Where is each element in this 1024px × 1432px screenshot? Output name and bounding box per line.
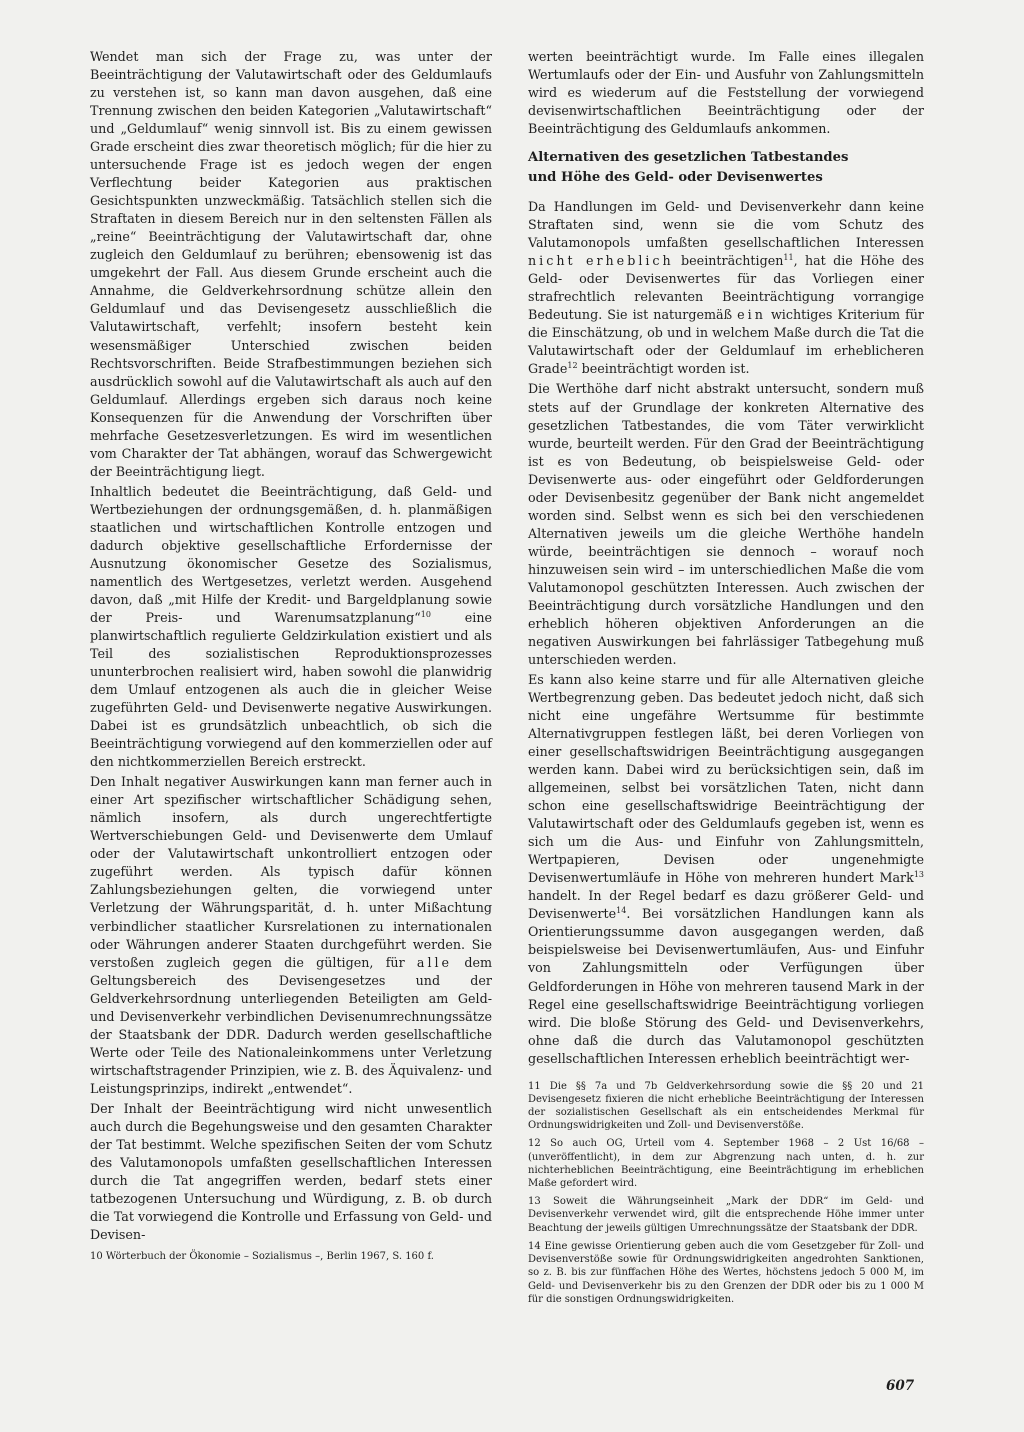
paragraph-text: beeinträchtigt worden ist. (577, 361, 750, 377)
spaced-emphasis: nicht erheblich (528, 253, 674, 269)
footnote-10: 10 Wörterbuch der Ökonomie – Sozialismus –, Berlin 1967, S. 160 f. (90, 1251, 434, 1262)
spaced-emphasis: ein (737, 307, 766, 323)
footnote-ref-13: 13 (913, 870, 924, 880)
footnote-13: 13 Soweit die Währungseinheit „Mark der DDR“ im Geld- und Devisenverkehr verwendet wird, gilt die entsprechende Höhe immer unter Beachtung der jeweils gültigen Umrechnungssätze der Staatsbank der DDR. (528, 1196, 924, 1234)
footnote-ref-12: 12 (567, 361, 578, 371)
paragraph (90, 773, 492, 1098)
paragraph: Wendet man sich der Frage zu, was unter der Beeinträchtigung der Valutawirtschaft oder des Geldumlaufs zu verstehen ist, so kann man davon ausgehen, daß eine Trennung zwischen den beiden Kategorien „Valutawirtschaft“ und „Geldumlauf“ wenig sinnvoll ist. Bis zu einem gewissen Grade erscheint dies zwar theoretisch möglich; für die hier zu untersuchende Frage ist es jedoch wegen der engen Verflechtung beider Kategorien aus praktischen Gesichtspunkten unzweckmäßig. Tatsächlich stellen sich die Straftaten in diesem Bereich nur in den seltensten Fällen als „reine“ Beeinträchtigung der Valutawirtschaft dar, ohne zugleich den Geldumlauf zu berühren; ebensowenig ist das umgekehrt der Fall. Aus diesem Grunde erscheint auch die Annahme, die Geldverkehrsordnung schütze allein den Geldumlauf und das Devisengesetz ausschließlich die Valutawirtschaft, verfehlt; insofern besteht kein wesensmäßiger Unterschied zwischen beiden Rechtsvorschriften. Beide Strafbestimmungen beziehen sich ausdrücklich sowohl auf die Valutawirtschaft als auch auf den Geldumlauf. Allerdings ergeben sich daraus noch keine Konsequenzen für die Anwendung der Vorschriften über mehrfache Gesetzesverletzungen. Es wird im wesentlichen vom Charakter der Tat abhängen, worauf das Schwergewicht der Beeinträchtigung liegt. (90, 49, 492, 479)
footnote-11: 11 Die §§ 7a und 7b Geldverkehrsordung sowie die §§ 20 und 21 Devisengesetz fixieren die nicht erhebliche Beeinträchtigung der Interessen der sozialistischen Gesellschaft als ein entscheidendes Merkmal für Ordnungswidrigkeiten und Zoll- und Devisenverstöße. (528, 1080, 924, 1132)
paragraph-text: . Bei vorsätzlichen Handlungen kann als Orientierungssumme davon ausgegangen werden, daß beispielsweise bei Devisenwertumläufen, Aus- und Einfuhr von Zahlungsmitteln oder Verfügungen über Geldforderungen in Höhe von mehreren tausend Mark in der Regel eine gesellschaftswidrige Beeinträchtigung vorliegen wird. Die bloße Störung des Geld- und Devisenverkehrs, ohne daß die durch das Valutamonopol geschützten gesellschaftlichen Interessen erheblich beeinträchtigt wer- (528, 906, 924, 1066)
footnote-ref-10: 10 (420, 609, 431, 619)
paragraph: Der Inhalt der Beeinträchtigung wird nicht unwesentlich auch durch die Begehungsweise und den gesamten Charakter der Tat bestimmt. Welche spezifischen Seiten der vom Schutz des Valutamonopols umfaßten gesellschaftlichen Interessen durch die Tat angegriffen werden, bedarf stets einer tatbezogenen Untersuchung und Würdigung, z. B. ob durch die Tat vorwiegend die Kontrolle und Erfassung von Geld- und Devisen- (90, 1100, 492, 1243)
paragraph-text: beeinträchtigen (673, 253, 784, 269)
spaced-emphasis: alle (416, 954, 453, 970)
paragraph: werten beeinträchtigt wurde. Im Falle eines illegalen Wertumlaufs oder der Ein- und Ausfuhr von Zahlungsmitteln wird es wiederum auf die Feststellung der vorwiegend devisenwirtschaftlichen Beeinträchtigung oder der Beeinträchtigung des Geldumlaufs ankommen. (528, 49, 924, 137)
left-footnotes (90, 1250, 492, 1268)
footnote-ref-11: 11 (783, 253, 794, 263)
paragraph-text: Da Handlungen im Geld- und Devisenverkehr dann keine Straftaten sind, wenn sie die vom Schutz des Valutamonopols umfaßten gesellschaftlichen Interessen (528, 199, 924, 251)
paragraph-text: Den Inhalt negativer Auswirkungen kann man ferner auch in einer Art spezifischer wirtschaftlicher Schädigung sehen, nämlich insofern, als durch ungerechtfertigte Wertverschiebungen Geld- und Devisenwerte dem Umlauf oder der Valutawirtschaft unkontrolliert entzogen oder zugeführt werden. Als typisch dafür können Zahlungsbeziehungen gelten, die vorwiegend unter Verletzung der Währungsparität, d. h. unter Mißachtung verbindlicher staatlicher Kursrelationen zu internationalen oder Währungen anderer Staaten durchgeführt werden. Sie verstoßen zugleich gegen die gültigen, für (90, 774, 492, 970)
paragraph-text: dem Geltungsbereich des Devisengesetzes und der Geldverkehrsordnung unterliegenden Beteiligten am Geld- und Devisenverkehr verbindlichen Devisenumrechnungssätze der Staatsbank der DDR. Dadurch werden gesellschaftliche Werte oder Teile des Nationaleinkommens unter Verletzung wirtschaftstragender Prinzipien, wie z. B. des Äquivalenz- und Leistungsprinzips, indirekt „entwendet“. (90, 954, 492, 1096)
heading-line: Alternativen des gesetzlichen Tatbestandes (528, 150, 849, 166)
paragraph-text: Es kann also keine starre und für alle Alternativen gleiche Wertbegrenzung geben. Das bedeutet jedoch nicht, daß sich nicht eine ungefähre Wertsumme für bestimmte Alternativgruppen festlegen läßt, bei deren Vorliegen von einer gesellschaftswidrigen Beeinträchtigung ausgegangen werden kann. Dabei wird zu berücksichtigen sein, daß im allgemeinen, selbst bei vorsätzlichen Taten, nicht dann schon eine gesellschaftswidrige Beeinträchtigung der Valutawirtschaft oder des Geldumlaufs gegeben ist, wenn es sich um die Aus- und Einfuhr von Zahlungsmitteln, Wertpapieren, Devisen oder ungenehmigte Devisenwertumläufe in Höhe von mehreren hundert Mark (528, 671, 924, 886)
heading-line: und Höhe des Geld- oder Devisenwertes (528, 170, 823, 186)
paragraph-text: handelt. In der Regel bedarf es dazu größerer Geld- und Devisenwerte (528, 888, 924, 922)
paragraph-text: Inhaltlich bedeutet die Beeinträchtigung, daß Geld- und Wertbeziehungen der ordnungsgemäßen, d. h. planmäßigen staatlichen und wirtschaftlichen Kontrolle entzogen und dadurch objektive gesellschaftliche Erfordernisse der Ausnutzung ökonomischer Gesetze des Sozialismus, namentlich des Wertgesetzes, verletzt werden. Ausgehend davon, daß „mit Hilfe der Kredit- und Bargeldplanung sowie der Preis- und Warenumsatzplanung“ (90, 483, 492, 625)
paragraph: Die Werthöhe darf nicht abstrakt untersucht, sondern muß stets auf der Grundlage der konkreten Alternative des gesetzlichen Tatbestandes, die vom Täter verwirklicht wurde, beurteilt werden. Für den Grad der Beeinträchtigung ist es von Bedeutung, ob beispielsweise Geld- oder Devisenwerte aus- oder eingeführt oder Geldforderungen oder Devisenbesitz gegenüber der Bank nicht angemeldet worden sind. Selbst wenn es sich bei den verschiedenen Alternativen jeweils um die gleiche Werthöhe handeln würde, beeinträchtigen sie dennoch – worauf noch hinzuweisen sein wird – im unterschiedlichen Maße die vom Valutamonopol geschützten Interessen. Auch zwischen der Beeinträchtigung durch vorsätzliche Handlungen und den erheblich höheren objektiven Anforderungen an die negativen Auswirkungen bei fahrlässiger Tatbegehung muß unterschieden werden. (528, 381, 924, 667)
paragraph (528, 671, 924, 1068)
footnote-12: 12 So auch OG, Urteil vom 4. September 1968 – 2 Ust 16/68 – (unveröffentlicht), in dem zur Abgrenzung nach unten, d. h. zur nichterheblichen Beeinträchtigung, eine Beeinträchtigung im erheblichen Maße gefordert wird. (528, 1138, 924, 1190)
right-column (528, 48, 924, 1311)
paragraph-text: eine planwirtschaftlich regulierte Geldzirkulation existiert und als Teil des sozialistischen Reproduktionsprozesses ununterbrochen realisiert wird, haben sowohl die planwidrig dem Umlauf entzogenen als auch die in gleicher Weise zugeführten Geld- und Devisenwerte negative Auswirkungen. Dabei ist es grundsätzlich unbeachtlich, ob sich die Beeinträchtigung vorwiegend auf den kommerziellen oder auf den nichtkommerziellen Bereich erstreckt. (90, 609, 492, 770)
footnote-14: 14 Eine gewisse Orientierung geben auch die vom Gesetzgeber für Zoll- und Devisenverstöße sowie für Ordnungswidrigkeiten angedrohten Sanktionen, so z. B. bis zur fünffachen Höhe des Wertes, höchstens jedoch 5 000 M, im Geld- und Devisenverkehr bis zu den Grenzen der DDR oder bis zu 1 000 M für die sonstigen Ordnungswidrigkeiten. (528, 1240, 924, 1305)
paragraph-text: , hat die Höhe des Geld- oder Devisenwertes für das Vorliegen einer strafrechtlich relevanten Beeinträchtigung vorrangige Bedeutung. Sie ist naturgemäß (528, 253, 924, 323)
paragraph (90, 483, 492, 772)
section-heading (528, 148, 924, 188)
page-number: 607 (886, 1378, 915, 1394)
paragraph-text: wichtiges Kriterium für die Einschätzung, ob und in welchem Maße durch die Tat die Valutawirtschaft oder der Geldumlauf im erheblicheren Grade (528, 307, 925, 377)
footnote-ref-14: 14 (616, 906, 627, 916)
paragraph (528, 198, 924, 378)
left-column (90, 48, 492, 1246)
